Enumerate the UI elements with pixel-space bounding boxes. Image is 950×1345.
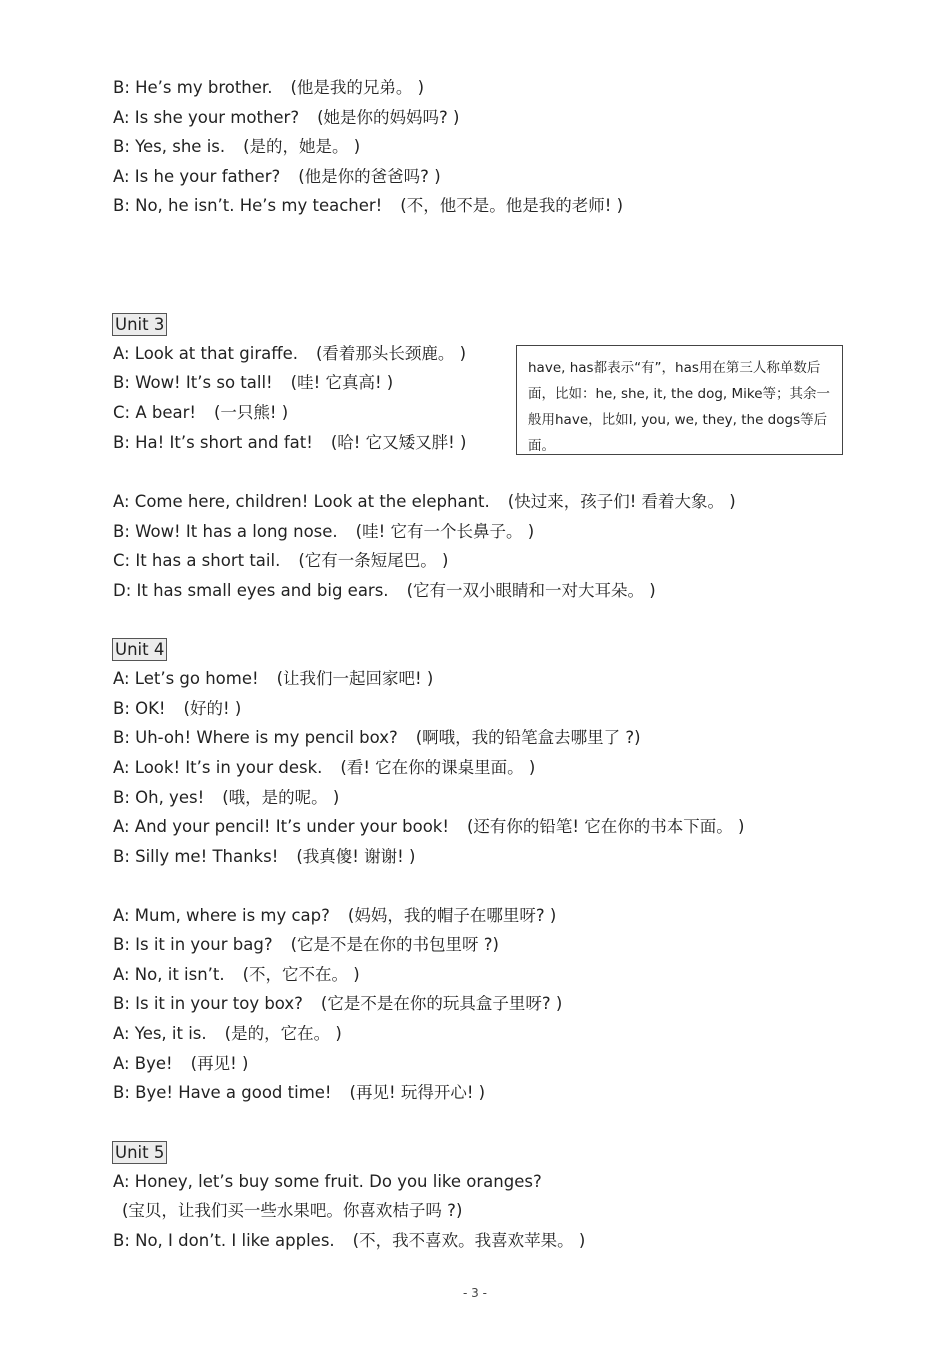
english-text: B: Uh-oh! Where is my pencil box? (113, 728, 398, 747)
dialogue-line (113, 77, 424, 99)
chinese-translation: (哦，是的呢。 ) (222, 788, 340, 807)
chinese-translation: (哇! 它有一个长鼻子。 ) (355, 522, 535, 541)
english-text: B: Is it in your toy box? (113, 994, 303, 1013)
dialogue-line (113, 757, 535, 779)
dialogue-line (113, 372, 393, 394)
dialogue-line (113, 1171, 542, 1193)
chinese-translation: (让我们一起回家吧! ) (276, 669, 434, 688)
dialogue-line (113, 905, 556, 927)
chinese-translation: (不，他不是。他是我的老师! ) (400, 196, 624, 215)
english-text: A: Bye! (113, 1054, 173, 1073)
chinese-translation: (哈! 它又矮又胖! ) (330, 433, 467, 452)
dialogue-line (113, 668, 433, 690)
chinese-translation: (不，我不喜欢。我喜欢苹果。 ) (352, 1231, 586, 1250)
english-text: A: Let’s go home! (113, 669, 259, 688)
english-text: A: Yes, it is. (113, 1024, 207, 1043)
dialogue-line (113, 934, 499, 956)
english-text: B: Yes, she is. (113, 137, 226, 156)
chinese-translation: (妈妈，我的帽子在哪里呀? ) (347, 906, 557, 925)
chinese-translation: (是的，它在。 ) (224, 1024, 342, 1043)
chinese-translation: (啊哦，我的铅笔盒去哪里了 ?) (415, 728, 641, 747)
english-text: B: Is it in your bag? (113, 935, 273, 954)
dialogue-line (113, 1082, 485, 1104)
english-text: A: Honey, let’s buy some fruit. Do you like oranges? (113, 1172, 542, 1191)
dialogue-line (113, 521, 534, 543)
chinese-translation: (是的，她是。 ) (243, 137, 361, 156)
dialogue-line (113, 1053, 248, 1075)
dialogue-line (113, 993, 562, 1015)
chinese-translation: (快过来，孩子们! 看着大象。 ) (507, 492, 736, 511)
dialogue-line (113, 432, 466, 454)
dialogue-line (113, 343, 466, 365)
english-text: A: And your pencil! It’s under your book! (113, 817, 449, 836)
chinese-translation: (我真傻! 谢谢! ) (296, 847, 416, 866)
chinese-translation: (它有一条短尾巴。 ) (298, 551, 449, 570)
dialogue-line (113, 550, 448, 572)
chinese-translation: (看着那头长颈鹿。 ) (316, 344, 467, 363)
chinese-translation: (好的! ) (183, 699, 242, 718)
english-text: B: Wow! It’s so tall! (113, 373, 273, 392)
unit-heading: Unit 4 (112, 638, 167, 661)
english-text: A: Look! It’s in your desk. (113, 758, 323, 777)
dialogue-line (113, 964, 360, 986)
dialogue-line (113, 491, 736, 513)
chinese-translation: (他是我的兄弟。 ) (290, 78, 425, 97)
english-text: B: Bye! Have a good time! (113, 1083, 332, 1102)
chinese-translation: (一只熊! ) (214, 403, 289, 422)
chinese-translation: (再见! ) (190, 1054, 249, 1073)
dialogue-line (113, 727, 641, 749)
english-text: B: He’s my brother. (113, 78, 273, 97)
dialogue-line (113, 698, 241, 720)
dialogue-line (113, 846, 415, 868)
chinese-translation: (不，它不在。 ) (242, 965, 360, 984)
english-text: A: Is he your father? (113, 167, 281, 186)
chinese-translation: (哇! 它真高! ) (290, 373, 394, 392)
chinese-translation: (他是你的爸爸吗? ) (298, 167, 441, 186)
unit-heading: Unit 3 (112, 313, 167, 336)
page-number: - 3 - (463, 1286, 487, 1300)
english-text: B: OK! (113, 699, 166, 718)
dialogue-line (113, 402, 288, 424)
dialogue-line (113, 1230, 585, 1252)
dialogue-line (113, 580, 656, 602)
dialogue-line (113, 816, 744, 838)
english-text: A: Look at that giraffe. (113, 344, 298, 363)
dialogue-line (113, 166, 441, 188)
chinese-translation: (还有你的铅笔! 它在你的书本下面。 ) (466, 817, 745, 836)
dialogue-line (113, 787, 339, 809)
english-text: D: It has small eyes and big ears. (113, 581, 389, 600)
english-text: B: No, he isn’t. He’s my teacher! (113, 196, 383, 215)
dialogue-line (113, 136, 360, 158)
chinese-translation: (它是不是在你的书包里呀 ?) (290, 935, 499, 954)
chinese-translation: (它是不是在你的玩具盒子里呀? ) (320, 994, 563, 1013)
english-text: A: No, it isn’t. (113, 965, 225, 984)
english-text: B: Oh, yes! (113, 788, 205, 807)
chinese-translation: (再见! 玩得开心! ) (349, 1083, 486, 1102)
english-text: B: Silly me! Thanks! (113, 847, 279, 866)
english-text: B: No, I don’t. I like apples. (113, 1231, 335, 1250)
english-text: A: Mum, where is my cap? (113, 906, 330, 925)
english-text: A: Come here, children! Look at the elephant. (113, 492, 490, 511)
dialogue-line (113, 1023, 342, 1045)
english-text: A: Is she your mother? (113, 108, 300, 127)
grammar-note-box: have, has都表示“有”，has用在第三人称单数后面，比如：he, she, it, the dog, Mike等；其余一般用have，比如I, you, we, they, the dogs等后面。 (516, 345, 843, 455)
english-text: B: Wow! It has a long nose. (113, 522, 338, 541)
unit-heading: Unit 5 (112, 1141, 167, 1164)
chinese-translation: (宝贝，让我们买一些水果吧。你喜欢桔子吗 ?) (122, 1201, 463, 1220)
dialogue-line (113, 107, 459, 129)
english-text: C: It has a short tail. (113, 551, 281, 570)
chinese-translation: (看! 它在你的课桌里面。 ) (340, 758, 536, 777)
dialogue-line (113, 195, 623, 217)
chinese-translation: (她是你的妈妈吗? ) (317, 108, 460, 127)
chinese-translation: (它有一双小眼睛和一对大耳朵。 ) (406, 581, 656, 600)
english-text: C: A bear! (113, 403, 196, 422)
english-text: B: Ha! It’s short and fat! (113, 433, 313, 452)
